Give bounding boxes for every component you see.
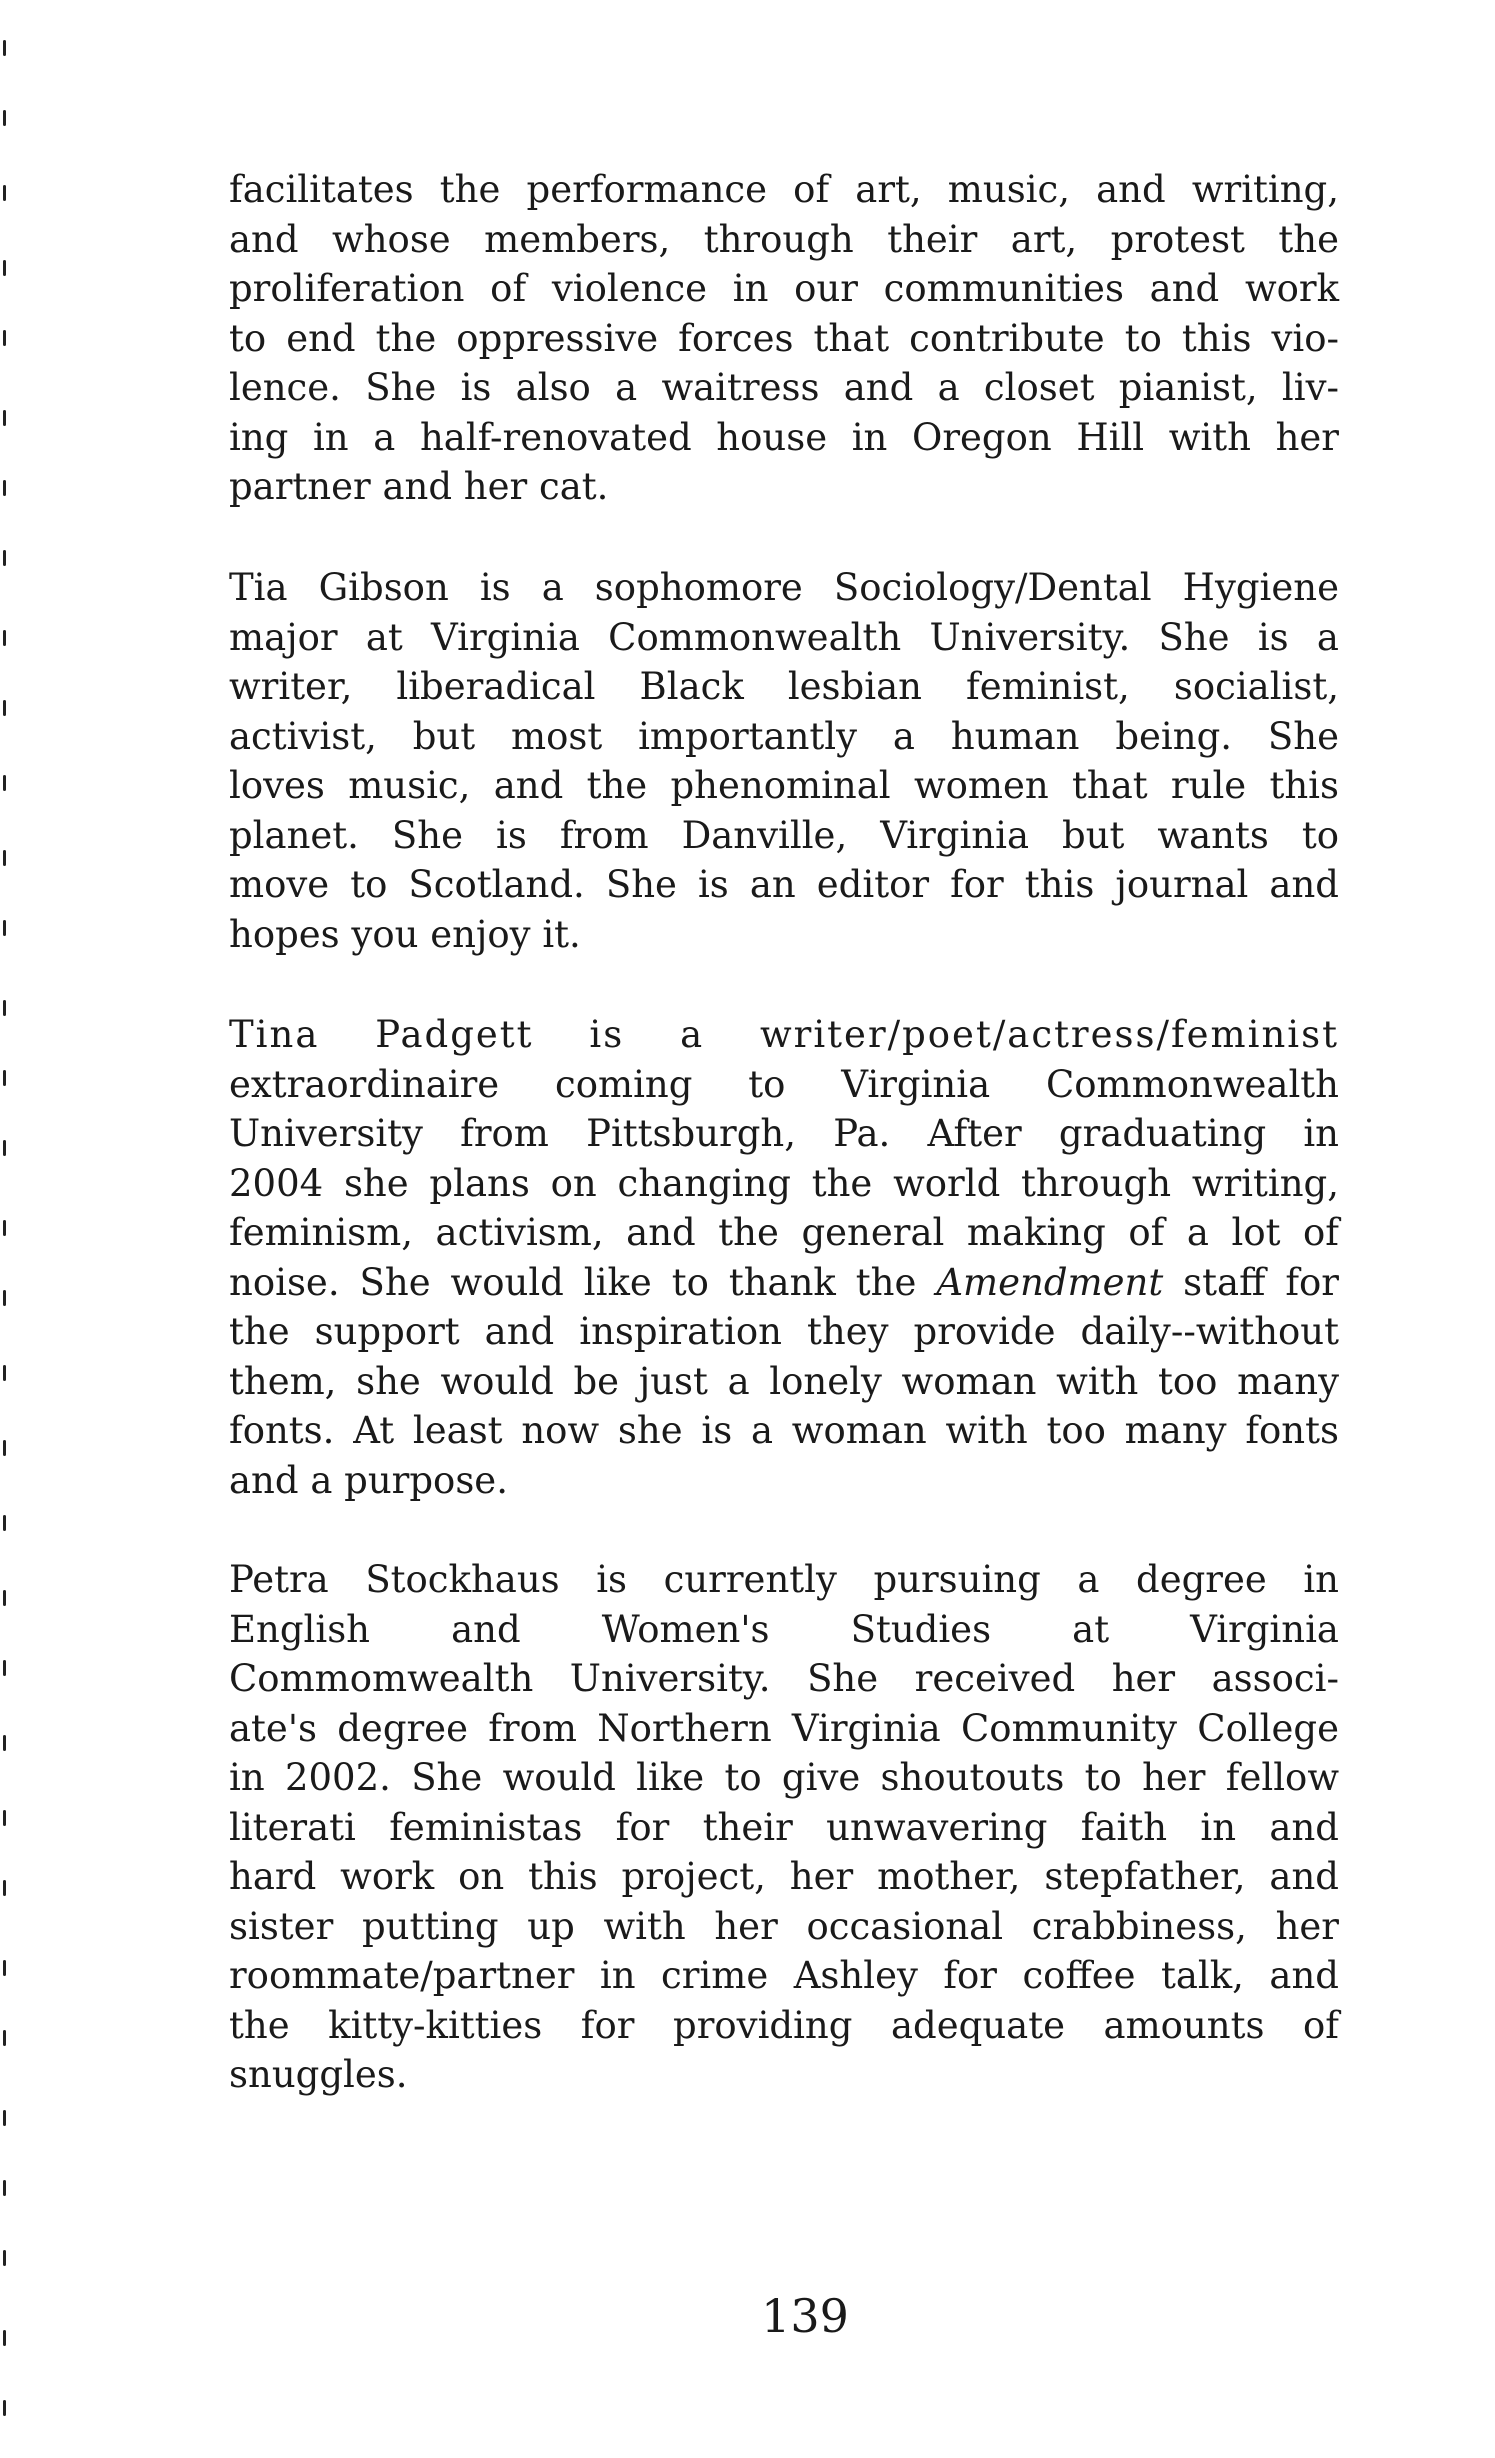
page-number: 139 xyxy=(761,2289,849,2343)
text-line: writer, liberadical Black lesbian feminist, socialist, xyxy=(229,665,1339,708)
text-fragment: staff for xyxy=(1163,1260,1339,1304)
bio-tina-padgett xyxy=(229,1010,1339,1505)
text-line: literati feministas for their unwavering faith in and xyxy=(229,1805,1339,1849)
text-line: feminism, activism, and the general making of a lot of xyxy=(229,1211,1339,1254)
text-line: Commomwealth University. She received her associ- xyxy=(229,1657,1339,1700)
text-line: major at Virginia Commonwealth University. She is a xyxy=(229,615,1339,659)
text-line: partner and her cat. xyxy=(229,465,609,508)
binding-holes xyxy=(0,0,12,2458)
text-line: the support and inspiration they provide daily--without xyxy=(229,1310,1339,1353)
text-line: English and Women's Studies at Virginia xyxy=(229,1607,1339,1651)
paragraph-continuation xyxy=(229,165,1339,512)
text-line: proliferation of violence in our communities and work xyxy=(229,267,1339,310)
text-line: them, she would be just a lonely woman with too many xyxy=(229,1359,1339,1403)
text-line: in 2002. She would like to give shoutouts to her fellow xyxy=(229,1756,1339,1799)
text-line: loves music, and the phenominal women that rule this xyxy=(229,764,1339,807)
text-line: to end the oppressive forces that contribute to this vio- xyxy=(229,316,1339,360)
text-line: planet. She is from Danville, Virginia but wants to xyxy=(229,813,1339,857)
text-line: move to Scotland. She is an editor for this journal and xyxy=(229,863,1339,906)
bio-tia-gibson xyxy=(229,563,1339,959)
text-line: facilitates the performance of art, music, and writing, xyxy=(229,168,1339,211)
text-fragment: noise. She would like to thank the xyxy=(229,1260,937,1304)
text-line: ing in a half-renovated house in Oregon Hill with her xyxy=(229,415,1339,459)
text-line: hopes you enjoy it. xyxy=(229,912,581,956)
text-line: and whose members, through their art, protest the xyxy=(229,217,1339,261)
text-line: lence. She is also a waitress and a closet pianist, liv- xyxy=(229,366,1339,409)
text-line: and a purpose. xyxy=(229,1458,508,1502)
journal-title: Amendment xyxy=(936,1260,1164,1304)
text-line: Petra Stockhaus is currently pursuing a degree in xyxy=(229,1558,1339,1601)
text-line: snuggles. xyxy=(229,2053,408,2096)
text-line: roommate/partner in crime Ashley for coffee talk, and xyxy=(229,1954,1339,1997)
text-line: 2004 she plans on changing the world through writing, xyxy=(229,1161,1339,1205)
text-line-with-title xyxy=(229,1258,1339,1308)
text-line: fonts. At least now she is a woman with too many fonts xyxy=(229,1409,1339,1452)
text-line: University from Pittsburgh, Pa. After graduating in xyxy=(229,1112,1339,1155)
text-line: hard work on this project, her mother, stepfather, and xyxy=(229,1855,1339,1898)
text-line: sister putting up with her occasional crabbiness, her xyxy=(229,1904,1339,1948)
text-line: Tina Padgett is a writer/poet/actress/feminist xyxy=(229,1013,1339,1056)
text-line: ate's degree from Northern Virginia Community College xyxy=(229,1706,1339,1750)
bio-petra-stockhaus xyxy=(229,1555,1339,2100)
text-line: extraordinaire coming to Virginia Commonwealth xyxy=(229,1062,1339,1106)
text-line: activist, but most importantly a human being. She xyxy=(229,714,1339,758)
text-line: the kitty-kitties for providing adequate amounts of xyxy=(229,2003,1339,2047)
text-line: Tia Gibson is a sophomore Sociology/Dental Hygiene xyxy=(229,566,1339,609)
